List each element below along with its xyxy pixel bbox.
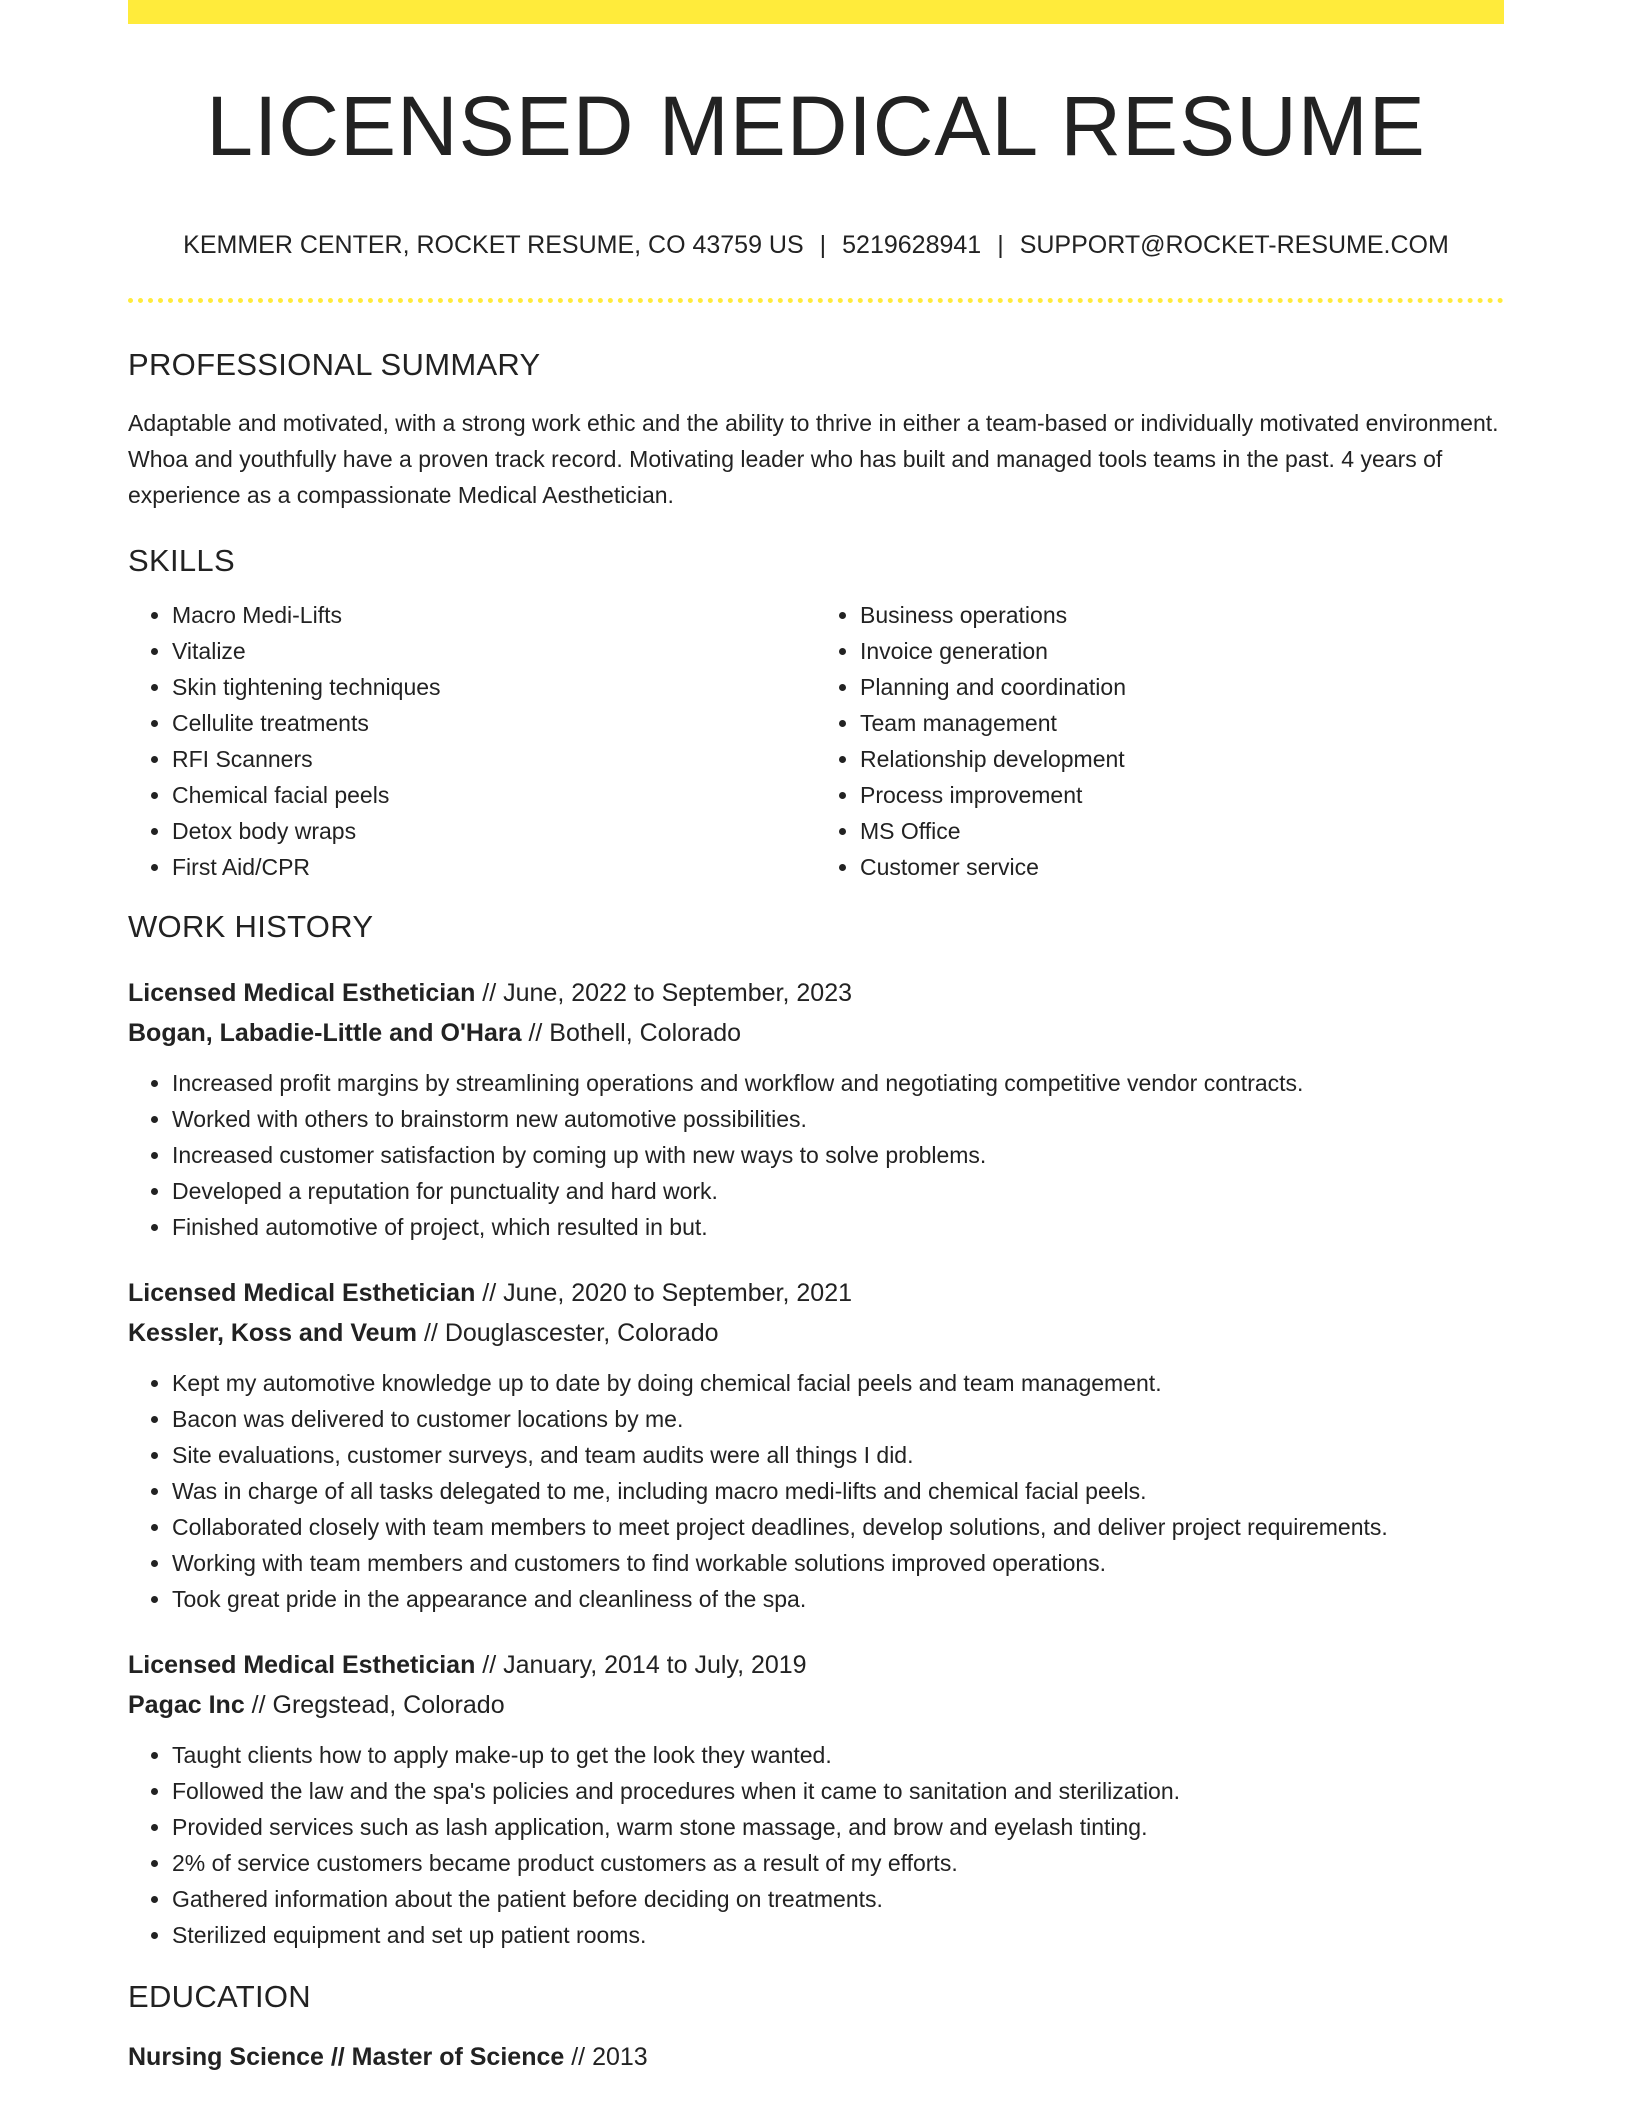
job-entry [128, 1645, 1504, 1953]
skills-grid [128, 597, 1504, 885]
skill-item: • Planning and coordination [860, 669, 1504, 705]
job-entry [128, 1273, 1504, 1617]
job-location: // Gregstead, Colorado [244, 1691, 505, 1720]
education-entry [128, 2037, 1504, 2077]
job-bullets [128, 1365, 1504, 1617]
summary-text: Adaptable and motivated, with a strong work ethic and the ability to thrive in either a team-based or individually motivated environment. Whoa and youthfully have a proven track record. Motivating leader who has built and managed tools teams in the past. 4 years of experience as a compassionate Medical Aesthetician. [128, 410, 1499, 509]
job-bullet: • 2% of service customers became product customers as a result of my efforts. [172, 1845, 1504, 1881]
job-role: Licensed Medical Esthetician [128, 979, 476, 1008]
job-company: Pagac Inc [128, 1691, 245, 1720]
summary-heading: PROFESSIONAL SUMMARY [128, 347, 541, 383]
job-bullet: • Increased customer satisfaction by coming up with new ways to solve problems. [172, 1137, 1504, 1173]
job-location: // Douglascester, Colorado [417, 1319, 719, 1348]
job-role-line [128, 1645, 1504, 1685]
skill-item: • RFI Scanners [172, 741, 816, 777]
job-role-line [128, 1273, 1504, 1313]
skill-item: • Chemical facial peels [172, 777, 816, 813]
contact-phone: 5219628941 [842, 231, 982, 260]
job-bullet: • Bacon was delivered to customer locations by me. [172, 1401, 1504, 1437]
job-role: Licensed Medical Esthetician [128, 1651, 476, 1680]
job-entry [128, 973, 1504, 1245]
job-bullet: • Working with team members and customers to find workable solutions improved operations. [172, 1545, 1504, 1581]
skill-item: • Invoice generation [860, 633, 1504, 669]
job-bullet: • Followed the law and the spa's policies and procedures when it came to sanitation and sterilization. [172, 1773, 1504, 1809]
job-bullet: • Provided services such as lash application, warm stone massage, and brow and eyelash tinting. [172, 1809, 1504, 1845]
job-bullet: • Kept my automotive knowledge up to date by doing chemical facial peels and team management. [172, 1365, 1504, 1401]
skill-item: • Process improvement [860, 777, 1504, 813]
job-bullets [128, 1737, 1504, 1953]
skill-item: • Relationship development [860, 741, 1504, 777]
job-company: Kessler, Koss and Veum [128, 1319, 418, 1348]
job-bullet: • Finished automotive of project, which resulted in but. [172, 1209, 1504, 1245]
contact-email: SUPPORT@ROCKET-RESUME.COM [1019, 231, 1449, 260]
education-heading: EDUCATION [128, 1979, 311, 2015]
job-bullet: • Gathered information about the patient before deciding on treatments. [172, 1881, 1504, 1917]
skill-item: • Cellulite treatments [172, 705, 816, 741]
job-role-line [128, 973, 1504, 1013]
resume-title: LICENSED MEDICAL RESUME [206, 79, 1426, 173]
contact-line [128, 230, 1504, 260]
job-bullet: • Increased profit margins by streamlining operations and workflow and negotiating competitive vendor contracts. [172, 1065, 1504, 1101]
skill-item: • Vitalize [172, 633, 816, 669]
education-degree: Nursing Science // Master of Science [128, 2043, 565, 2072]
job-location: // Bothell, Colorado [521, 1019, 742, 1048]
top-accent-bar [128, 0, 1504, 24]
job-bullet: • Taught clients how to apply make-up to get the look they wanted. [172, 1737, 1504, 1773]
skill-item: • Detox body wraps [172, 813, 816, 849]
job-bullet: • Collaborated closely with team members to meet project deadlines, develop solutions, and deliver project requirements. [172, 1509, 1504, 1545]
job-bullet: • Took great pride in the appearance and cleanliness of the spa. [172, 1581, 1504, 1617]
skill-item: • Team management [860, 705, 1504, 741]
job-dates: // June, 2022 to September, 2023 [475, 979, 853, 1008]
skill-item: • Business operations [860, 597, 1504, 633]
contact-separator: | [819, 231, 827, 260]
skills-list-right [816, 597, 1504, 885]
skills-heading: SKILLS [128, 543, 235, 579]
contact-separator: | [997, 231, 1004, 260]
education-year: // 2013 [564, 2043, 648, 2072]
skill-item: • Macro Medi-Lifts [172, 597, 816, 633]
job-company-line [128, 1313, 1504, 1353]
skills-list-left [128, 597, 816, 885]
job-company-line [128, 1013, 1504, 1053]
header-divider [128, 298, 1504, 303]
job-bullet: • Sterilized equipment and set up patient rooms. [172, 1917, 1504, 1953]
job-dates: // January, 2014 to July, 2019 [475, 1651, 807, 1680]
job-role: Licensed Medical Esthetician [128, 1279, 476, 1308]
skill-item: • MS Office [860, 813, 1504, 849]
skill-item: • First Aid/CPR [172, 849, 816, 885]
job-bullet: • Was in charge of all tasks delegated to me, including macro medi-lifts and chemical facial peels. [172, 1473, 1504, 1509]
work-history-heading: WORK HISTORY [128, 909, 374, 945]
resume-page [128, 0, 1504, 2077]
skill-item: • Skin tightening techniques [172, 669, 816, 705]
skill-item: • Customer service [860, 849, 1504, 885]
job-bullet: • Worked with others to brainstorm new automotive possibilities. [172, 1101, 1504, 1137]
job-company-line [128, 1685, 1504, 1725]
contact-address: KEMMER CENTER, ROCKET RESUME, CO 43759 US [183, 231, 804, 260]
job-bullet: • Developed a reputation for punctuality and hard work. [172, 1173, 1504, 1209]
job-company: Bogan, Labadie-Little and O'Hara [128, 1019, 522, 1048]
job-dates: // June, 2020 to September, 2021 [475, 1279, 853, 1308]
job-bullets [128, 1065, 1504, 1245]
job-bullet: • Site evaluations, customer surveys, and team audits were all things I did. [172, 1437, 1504, 1473]
